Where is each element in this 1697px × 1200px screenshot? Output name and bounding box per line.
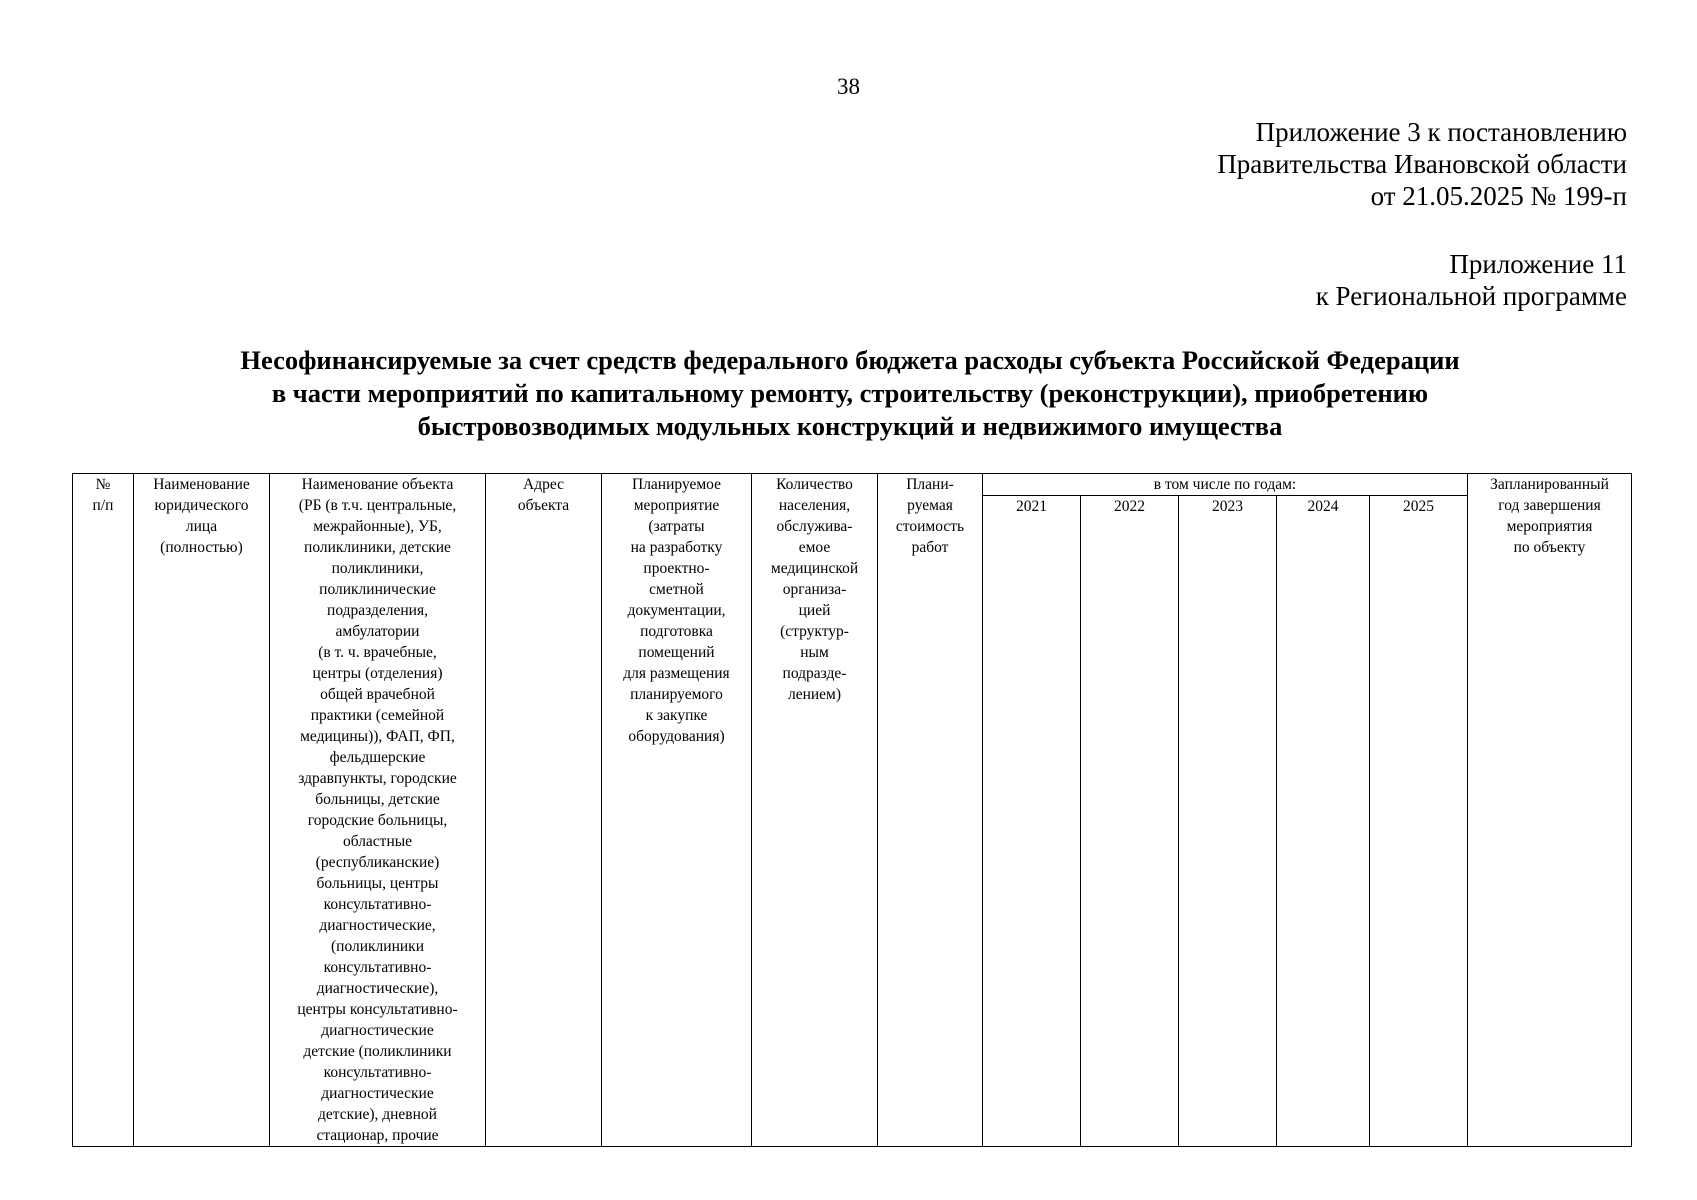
appendix-3-header [1217, 116, 1627, 212]
title-line-2: в части мероприятий по капитальному ремонту, строительству (реконструкции), приобретению [271, 378, 1429, 408]
header-cell-year-2025: 2025 [1370, 496, 1468, 1147]
title-line-1: Несофинансируемые за счет средств федерального бюджета расходы субъекта Российской Федерации [240, 345, 1460, 375]
header-cell-year-2023: 2023 [1179, 496, 1277, 1147]
header-cell-object-name: Наименование объекта (РБ (в т.ч. центральные, межрайонные), УБ, поликлиники, детские поликлиники, поликлинические подразделения, амбулатории (в т. ч. врачебные, центры (отделения) общей врачебной практики (семейной медицины)), ФАП, ФП, фельдшерские здравпункты, городские больницы, детские городские больницы, областные (республиканские) больницы, центры консультативно- диагностические, (поликлиники консультативно- диагностические), центры консультативно- диагностические детские (поликлиники консультативно- диагностические детские), дневной стационар, прочие [270, 474, 486, 1147]
table-header-row-1 [73, 474, 1632, 496]
appendix-3-line-2: Правительства Ивановской области [1217, 149, 1627, 179]
appendix-3-line-3: от 21.05.2025 № 199-п [1370, 181, 1627, 211]
appendix-11-header [1316, 248, 1627, 312]
header-cell-number: № п/п [73, 474, 134, 1147]
title-line-3: быстровозводимых модульных конструкций и недвижимого имущества [417, 411, 1283, 441]
header-cell-years-group: в том числе по годам: [983, 474, 1468, 496]
header-cell-planned-cost: Плани- руемая стоимость работ [878, 474, 983, 1147]
appendix-3-line-1: Приложение 3 к постановлению [1255, 117, 1627, 147]
header-cell-year-2022: 2022 [1081, 496, 1179, 1147]
header-cell-population: Количество населения, обслужива- емое медицинской организа- цией (структур- ным подразде- лением) [752, 474, 878, 1147]
header-cell-address: Адрес объекта [486, 474, 602, 1147]
expenses-table [72, 473, 1632, 1147]
appendix-11-line-1: Приложение 11 [1449, 249, 1627, 279]
header-cell-completion-year: Запланированный год завершения мероприятия по объекту [1468, 474, 1632, 1147]
page-number: 38 [837, 74, 860, 99]
header-cell-legal-entity: Наименование юридического лица (полностью) [134, 474, 270, 1147]
appendix-11-line-2: к Региональной программе [1315, 281, 1627, 311]
header-cell-planned-activity: Планируемое мероприятие (затраты на разработку проектно- сметной документации, подготовка помещений для размещения планируемого к закупке оборудования) [602, 474, 752, 1147]
header-cell-year-2021: 2021 [983, 496, 1081, 1147]
document-title [150, 344, 1550, 443]
header-cell-year-2024: 2024 [1277, 496, 1370, 1147]
